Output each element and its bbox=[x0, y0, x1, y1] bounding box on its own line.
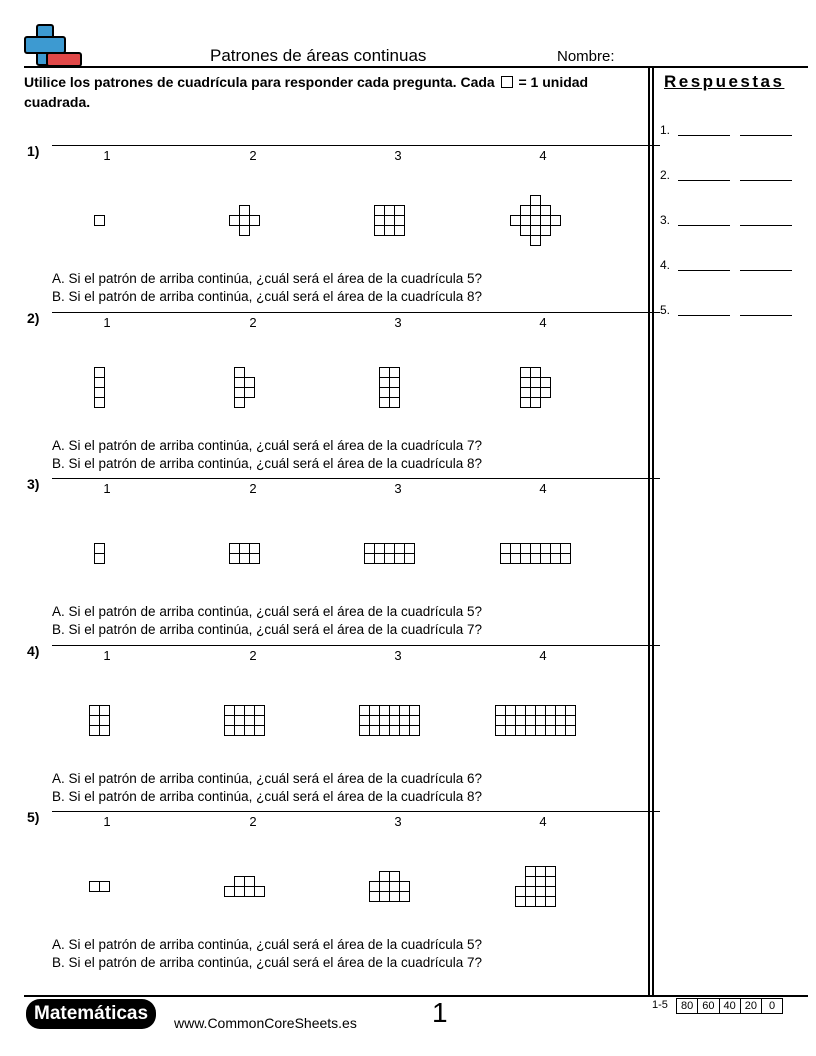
grid-cell bbox=[526, 887, 536, 897]
grid-cell bbox=[390, 892, 400, 902]
grid-cell bbox=[501, 554, 511, 564]
grid-cell bbox=[95, 388, 105, 398]
grid-cell bbox=[541, 378, 551, 388]
grid-cell bbox=[380, 882, 390, 892]
grid-cell bbox=[245, 877, 255, 887]
grid-cell bbox=[390, 882, 400, 892]
problem-number: 5) bbox=[27, 809, 40, 825]
grid-cell bbox=[526, 877, 536, 887]
grid-cell bbox=[531, 216, 541, 226]
answer-blank-b[interactable] bbox=[740, 270, 792, 271]
answer-number: 4. bbox=[660, 258, 671, 272]
grid-cell bbox=[546, 716, 556, 726]
grid-cell bbox=[496, 726, 506, 736]
grid-cell bbox=[526, 897, 536, 907]
grid-cell bbox=[255, 706, 265, 716]
grid-cell bbox=[255, 887, 265, 897]
grid-figure-4 bbox=[495, 705, 576, 736]
grid-cell bbox=[546, 867, 556, 877]
grid-cell bbox=[395, 226, 405, 236]
grid-cell bbox=[370, 706, 380, 716]
grid-cell bbox=[235, 368, 245, 378]
grid-cell bbox=[365, 554, 375, 564]
grid-cell bbox=[506, 706, 516, 716]
grid-cell bbox=[385, 226, 395, 236]
grid-cell bbox=[521, 368, 531, 378]
grid-cell bbox=[240, 544, 250, 554]
grid-figure-1 bbox=[94, 215, 105, 226]
grid-cell bbox=[250, 554, 260, 564]
answer-number: 2. bbox=[660, 168, 671, 182]
problem-number: 3) bbox=[27, 476, 40, 492]
figure-label: 4 bbox=[539, 648, 547, 663]
problem-number: 1) bbox=[27, 143, 40, 159]
figure-label: 1 bbox=[103, 648, 111, 663]
grid-cell bbox=[556, 706, 566, 716]
question-b: B. Si el patrón de arriba continúa, ¿cuál será el área de la cuadrícula 8? bbox=[52, 456, 483, 471]
grid-figure-1 bbox=[89, 705, 110, 736]
grid-cell bbox=[380, 378, 390, 388]
grid-cell bbox=[240, 226, 250, 236]
grid-cell bbox=[521, 388, 531, 398]
grid-cell bbox=[225, 716, 235, 726]
grid-cell bbox=[100, 882, 110, 892]
grid-figure-2 bbox=[234, 367, 255, 408]
grid-cell bbox=[546, 887, 556, 897]
grid-cell bbox=[380, 716, 390, 726]
grid-cell bbox=[526, 716, 536, 726]
grid-cell bbox=[536, 716, 546, 726]
grid-cell bbox=[400, 892, 410, 902]
question-a: A. Si el patrón de arriba continúa, ¿cuál será el área de la cuadrícula 5? bbox=[52, 937, 483, 952]
grid-cell bbox=[395, 216, 405, 226]
grid-cell bbox=[225, 706, 235, 716]
figure-label: 2 bbox=[249, 315, 257, 330]
grid-cell bbox=[235, 378, 245, 388]
score-box: 60 bbox=[697, 998, 719, 1014]
problem-number: 4) bbox=[27, 643, 40, 659]
figure-label: 4 bbox=[539, 814, 547, 829]
grid-cell bbox=[410, 706, 420, 716]
grid-cell bbox=[521, 226, 531, 236]
grid-cell bbox=[521, 378, 531, 388]
grid-cell bbox=[556, 726, 566, 736]
grid-cell bbox=[235, 398, 245, 408]
grid-cell bbox=[546, 706, 556, 716]
grid-cell bbox=[245, 726, 255, 736]
grid-cell bbox=[531, 226, 541, 236]
grid-cell bbox=[536, 706, 546, 716]
score-range-label: 1-5 bbox=[652, 999, 668, 1011]
grid-cell bbox=[375, 544, 385, 554]
grid-figure-4 bbox=[520, 367, 551, 408]
grid-cell bbox=[395, 554, 405, 564]
grid-cell bbox=[521, 544, 531, 554]
answer-number: 1. bbox=[660, 123, 671, 137]
grid-cell bbox=[531, 544, 541, 554]
grid-cell bbox=[385, 216, 395, 226]
grid-cell bbox=[360, 726, 370, 736]
answer-blank-a[interactable] bbox=[678, 270, 730, 271]
question-b: B. Si el patrón de arriba continúa, ¿cuál será el área de la cuadrícula 7? bbox=[52, 622, 483, 637]
grid-cell bbox=[516, 897, 526, 907]
figure-label: 2 bbox=[249, 648, 257, 663]
answer-blank-b[interactable] bbox=[740, 135, 792, 136]
question-a: A. Si el patrón de arriba continúa, ¿cuál será el área de la cuadrícula 5? bbox=[52, 604, 483, 619]
answer-blank-b[interactable] bbox=[740, 225, 792, 226]
grid-cell bbox=[531, 368, 541, 378]
problem-1 bbox=[24, 143, 644, 309]
grid-cell bbox=[400, 706, 410, 716]
answer-number: 3. bbox=[660, 213, 671, 227]
name-label: Nombre: bbox=[557, 48, 615, 65]
grid-cell bbox=[235, 716, 245, 726]
grid-cell bbox=[521, 554, 531, 564]
figure-label: 3 bbox=[394, 814, 402, 829]
grid-cell bbox=[230, 216, 240, 226]
answers-title: Respuestas bbox=[664, 72, 785, 91]
website-text: www.CommonCoreSheets.es bbox=[174, 1015, 357, 1031]
grid-cell bbox=[95, 378, 105, 388]
grid-cell bbox=[390, 716, 400, 726]
grid-cell bbox=[556, 716, 566, 726]
score-boxes bbox=[677, 998, 783, 1014]
grid-cell bbox=[375, 206, 385, 216]
problem-divider bbox=[52, 478, 660, 479]
grid-cell bbox=[400, 716, 410, 726]
score-box: 20 bbox=[740, 998, 762, 1014]
grid-cell bbox=[375, 216, 385, 226]
page-number: 1 bbox=[432, 997, 448, 1028]
grid-cell bbox=[240, 216, 250, 226]
grid-cell bbox=[546, 726, 556, 736]
brand-badge: Matemáticas bbox=[26, 999, 156, 1029]
grid-cell bbox=[531, 236, 541, 246]
grid-figure-4 bbox=[500, 543, 571, 564]
score-box: 0 bbox=[761, 998, 783, 1014]
figure-label: 2 bbox=[249, 481, 257, 496]
question-a: A. Si el patrón de arriba continúa, ¿cuál será el área de la cuadrícula 7? bbox=[52, 438, 483, 453]
grid-cell bbox=[390, 368, 400, 378]
grid-cell bbox=[516, 706, 526, 716]
question-a: A. Si el patrón de arriba continúa, ¿cuál será el área de la cuadrícula 5? bbox=[52, 271, 483, 286]
grid-cell bbox=[90, 706, 100, 716]
answer-row bbox=[660, 303, 670, 317]
problem-5 bbox=[24, 809, 644, 975]
page-title: Patrones de áreas continuas bbox=[210, 46, 427, 65]
grid-cell bbox=[95, 398, 105, 408]
instructions bbox=[24, 72, 634, 112]
answer-row bbox=[660, 123, 670, 137]
grid-cell bbox=[516, 716, 526, 726]
grid-figure-2 bbox=[224, 705, 265, 736]
grid-cell bbox=[551, 544, 561, 554]
grid-cell bbox=[100, 706, 110, 716]
grid-cell bbox=[541, 226, 551, 236]
grid-cell bbox=[90, 726, 100, 736]
figure-label: 4 bbox=[539, 481, 547, 496]
grid-figure-2 bbox=[224, 876, 265, 897]
grid-cell bbox=[531, 388, 541, 398]
grid-cell bbox=[90, 716, 100, 726]
grid-cell bbox=[240, 206, 250, 216]
grid-cell bbox=[400, 882, 410, 892]
grid-cell bbox=[506, 716, 516, 726]
grid-figure-4 bbox=[510, 195, 561, 246]
problem-divider bbox=[52, 645, 660, 646]
grid-figure-3 bbox=[364, 543, 415, 564]
problem-divider bbox=[52, 811, 660, 812]
grid-figure-2 bbox=[229, 205, 260, 236]
answer-blank-b[interactable] bbox=[740, 180, 792, 181]
grid-cell bbox=[235, 726, 245, 736]
grid-cell bbox=[90, 882, 100, 892]
grid-cell bbox=[245, 378, 255, 388]
grid-cell bbox=[245, 388, 255, 398]
grid-cell bbox=[230, 544, 240, 554]
grid-cell bbox=[380, 388, 390, 398]
question-b: B. Si el patrón de arriba continúa, ¿cuál será el área de la cuadrícula 8? bbox=[52, 789, 483, 804]
grid-cell bbox=[541, 554, 551, 564]
grid-cell bbox=[95, 216, 105, 226]
grid-cell bbox=[511, 216, 521, 226]
grid-cell bbox=[496, 716, 506, 726]
grid-cell bbox=[541, 206, 551, 216]
grid-cell bbox=[390, 398, 400, 408]
grid-cell bbox=[511, 554, 521, 564]
grid-cell bbox=[380, 368, 390, 378]
grid-cell bbox=[561, 544, 571, 554]
grid-cell bbox=[536, 726, 546, 736]
score-box: 40 bbox=[719, 998, 741, 1014]
grid-cell bbox=[390, 378, 400, 388]
instructions-text-before: Utilice los patrones de cuadrícula para responder cada pregunta. Cada bbox=[24, 74, 495, 90]
header-divider bbox=[24, 66, 808, 68]
grid-cell bbox=[546, 897, 556, 907]
grid-cell bbox=[405, 554, 415, 564]
grid-cell bbox=[365, 544, 375, 554]
grid-cell bbox=[531, 378, 541, 388]
grid-cell bbox=[375, 554, 385, 564]
grid-figure-1 bbox=[94, 367, 105, 408]
grid-cell bbox=[225, 887, 235, 897]
answer-blank-b[interactable] bbox=[740, 315, 792, 316]
answer-number: 5. bbox=[660, 303, 671, 317]
grid-cell bbox=[536, 867, 546, 877]
grid-cell bbox=[235, 706, 245, 716]
problem-divider bbox=[52, 145, 660, 146]
grid-cell bbox=[521, 398, 531, 408]
grid-cell bbox=[100, 716, 110, 726]
grid-cell bbox=[541, 544, 551, 554]
answer-blank-a[interactable] bbox=[678, 135, 730, 136]
grid-cell bbox=[370, 726, 380, 736]
grid-cell bbox=[380, 398, 390, 408]
grid-cell bbox=[380, 892, 390, 902]
grid-cell bbox=[531, 196, 541, 206]
problem-2 bbox=[24, 310, 644, 476]
grid-cell bbox=[380, 726, 390, 736]
grid-cell bbox=[390, 706, 400, 716]
footer-divider bbox=[24, 995, 808, 997]
grid-cell bbox=[370, 892, 380, 902]
grid-cell bbox=[385, 544, 395, 554]
figure-label: 3 bbox=[394, 648, 402, 663]
figure-label: 3 bbox=[394, 148, 402, 163]
grid-cell bbox=[240, 554, 250, 564]
figure-label: 2 bbox=[249, 814, 257, 829]
figure-label: 4 bbox=[539, 148, 547, 163]
problem-divider bbox=[52, 312, 660, 313]
answer-row bbox=[660, 258, 670, 272]
grid-cell bbox=[250, 544, 260, 554]
grid-cell bbox=[235, 887, 245, 897]
answer-blank-a[interactable] bbox=[678, 315, 730, 316]
question-b: B. Si el patrón de arriba continúa, ¿cuál será el área de la cuadrícula 8? bbox=[52, 289, 483, 304]
grid-cell bbox=[536, 897, 546, 907]
grid-cell bbox=[380, 706, 390, 716]
grid-cell bbox=[506, 726, 516, 736]
grid-figure-2 bbox=[229, 543, 260, 564]
grid-cell bbox=[551, 216, 561, 226]
grid-cell bbox=[511, 544, 521, 554]
grid-figure-4 bbox=[515, 866, 556, 907]
figure-label: 1 bbox=[103, 148, 111, 163]
column-divider bbox=[652, 68, 654, 996]
grid-cell bbox=[566, 716, 576, 726]
grid-cell bbox=[375, 226, 385, 236]
grid-cell bbox=[230, 554, 240, 564]
grid-cell bbox=[95, 544, 105, 554]
problem-3 bbox=[24, 476, 644, 642]
grid-figure-3 bbox=[369, 871, 410, 902]
instructions-text-after: = 1 unidad cuadrada. bbox=[24, 74, 589, 110]
grid-cell bbox=[95, 554, 105, 564]
grid-cell bbox=[561, 554, 571, 564]
grid-cell bbox=[385, 206, 395, 216]
grid-cell bbox=[400, 726, 410, 736]
grid-cell bbox=[526, 726, 536, 736]
grid-cell bbox=[225, 726, 235, 736]
answer-row bbox=[660, 213, 670, 227]
grid-cell bbox=[390, 726, 400, 736]
grid-cell bbox=[566, 726, 576, 736]
grid-cell bbox=[405, 544, 415, 554]
grid-cell bbox=[521, 216, 531, 226]
grid-cell bbox=[245, 706, 255, 716]
figure-label: 1 bbox=[103, 481, 111, 496]
answer-blank-a[interactable] bbox=[678, 180, 730, 181]
column-divider bbox=[648, 68, 650, 996]
grid-figure-3 bbox=[359, 705, 420, 736]
grid-cell bbox=[245, 716, 255, 726]
figure-label: 1 bbox=[103, 814, 111, 829]
grid-cell bbox=[526, 706, 536, 716]
grid-cell bbox=[250, 216, 260, 226]
grid-cell bbox=[360, 706, 370, 716]
figure-label: 2 bbox=[249, 148, 257, 163]
grid-cell bbox=[390, 388, 400, 398]
grid-cell bbox=[370, 716, 380, 726]
grid-cell bbox=[541, 388, 551, 398]
grid-cell bbox=[516, 887, 526, 897]
grid-cell bbox=[526, 867, 536, 877]
grid-figure-1 bbox=[89, 881, 110, 892]
answer-blank-a[interactable] bbox=[678, 225, 730, 226]
figure-label: 3 bbox=[394, 481, 402, 496]
figure-label: 1 bbox=[103, 315, 111, 330]
grid-cell bbox=[100, 726, 110, 736]
question-b: B. Si el patrón de arriba continúa, ¿cuál será el área de la cuadrícula 7? bbox=[52, 955, 483, 970]
question-a: A. Si el patrón de arriba continúa, ¿cuál será el área de la cuadrícula 6? bbox=[52, 771, 483, 786]
grid-cell bbox=[546, 877, 556, 887]
logo-icon bbox=[22, 24, 80, 68]
grid-cell bbox=[516, 726, 526, 736]
problem-number: 2) bbox=[27, 310, 40, 326]
grid-cell bbox=[235, 877, 245, 887]
grid-cell bbox=[501, 544, 511, 554]
grid-cell bbox=[536, 877, 546, 887]
grid-cell bbox=[385, 554, 395, 564]
figure-label: 3 bbox=[394, 315, 402, 330]
grid-cell bbox=[235, 388, 245, 398]
grid-cell bbox=[390, 872, 400, 882]
figure-label: 4 bbox=[539, 315, 547, 330]
grid-cell bbox=[245, 887, 255, 897]
grid-cell bbox=[566, 706, 576, 716]
grid-cell bbox=[521, 206, 531, 216]
grid-cell bbox=[255, 726, 265, 736]
grid-cell bbox=[531, 398, 541, 408]
grid-figure-3 bbox=[379, 367, 400, 408]
grid-cell bbox=[410, 726, 420, 736]
grid-cell bbox=[496, 706, 506, 716]
grid-cell bbox=[531, 206, 541, 216]
grid-figure-1 bbox=[94, 543, 105, 564]
grid-cell bbox=[551, 554, 561, 564]
grid-cell bbox=[536, 887, 546, 897]
grid-cell bbox=[541, 216, 551, 226]
problem-4 bbox=[24, 643, 644, 809]
grid-cell bbox=[95, 368, 105, 378]
score-box: 80 bbox=[676, 998, 698, 1014]
grid-cell bbox=[370, 882, 380, 892]
grid-cell bbox=[395, 544, 405, 554]
answer-row bbox=[660, 168, 670, 182]
grid-cell bbox=[410, 716, 420, 726]
grid-cell bbox=[255, 716, 265, 726]
unit-square-icon bbox=[501, 76, 513, 88]
grid-cell bbox=[360, 716, 370, 726]
grid-cell bbox=[531, 554, 541, 564]
grid-figure-3 bbox=[374, 205, 405, 236]
grid-cell bbox=[395, 206, 405, 216]
grid-cell bbox=[380, 872, 390, 882]
